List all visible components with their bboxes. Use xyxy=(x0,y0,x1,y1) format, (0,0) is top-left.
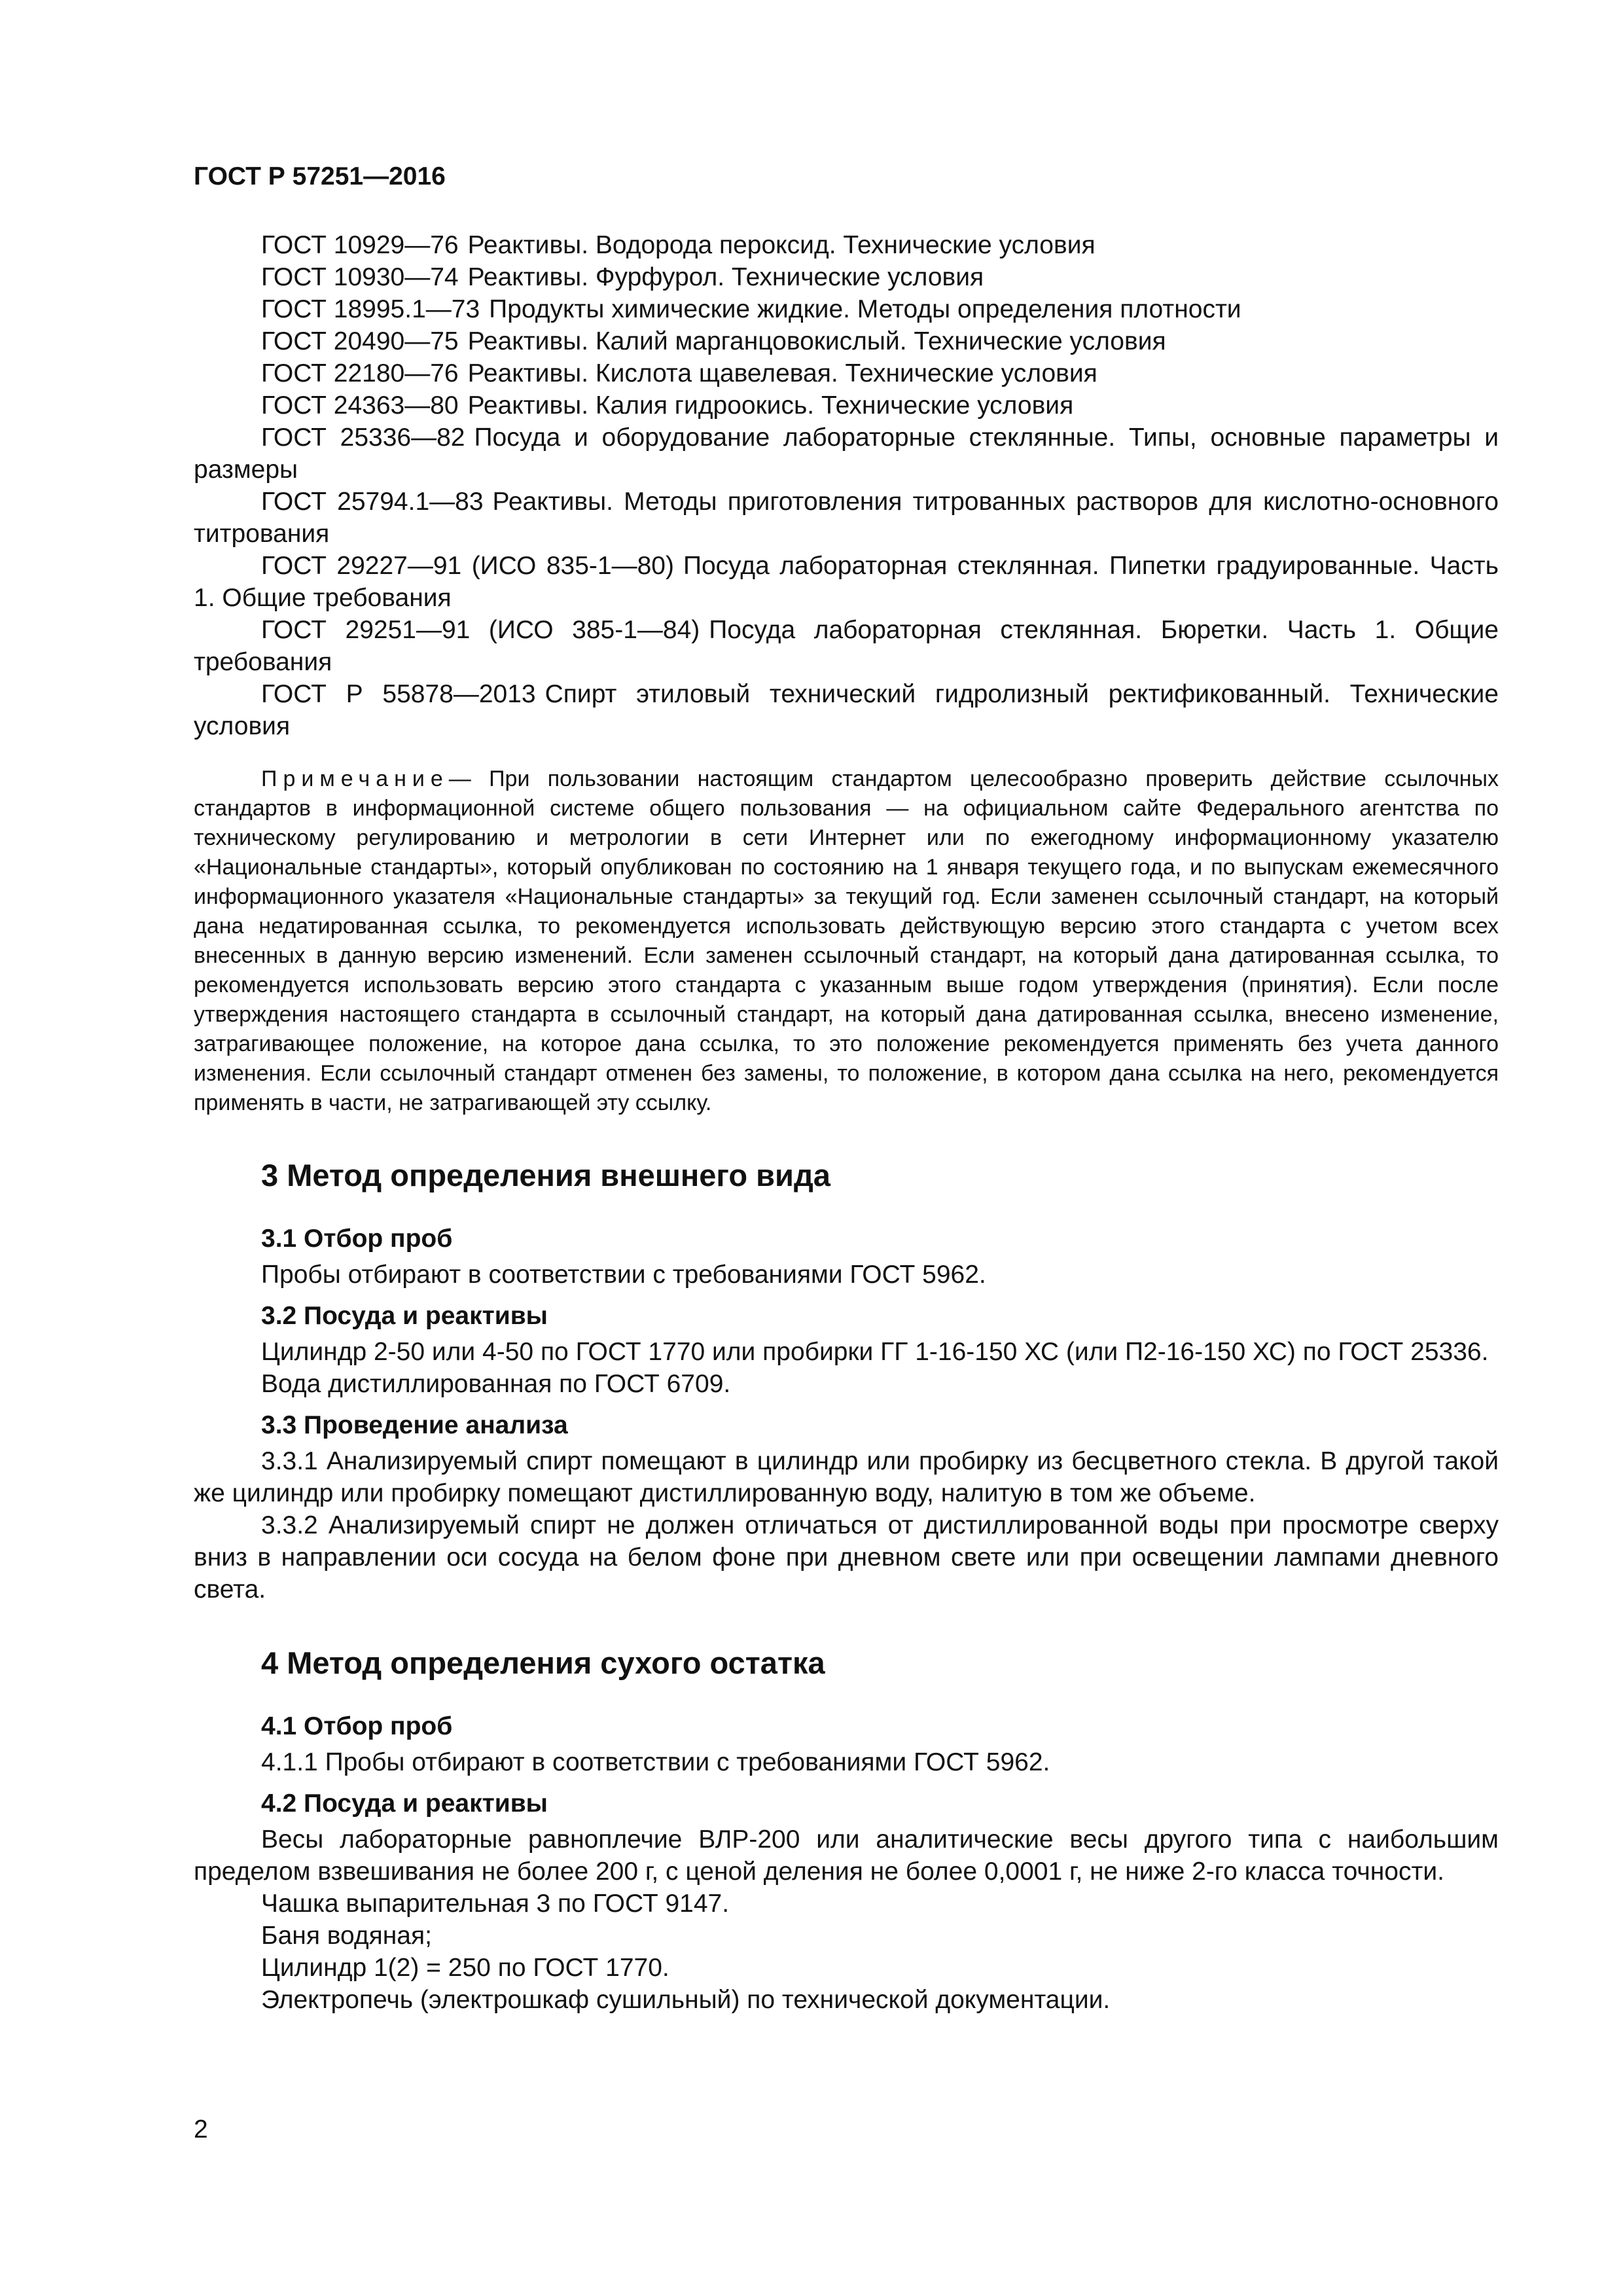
section-3-title: 3 Метод определения внешнего вида xyxy=(261,1158,830,1193)
reference-item xyxy=(194,486,1499,550)
note-paragraph xyxy=(194,764,1499,1118)
section-4-title: 4 Метод определения сухого остатка xyxy=(261,1645,825,1680)
reference-title: Реактивы. Кислота щавелевая. Технические условия xyxy=(467,359,1097,387)
page-number: 2 xyxy=(194,2115,208,2144)
paragraph: 3.3.2 Анализируемый спирт не должен отличаться от дистиллированной воды при просмотре сверху вниз в направлении оси сосуда на белом фоне при дневном свете или при освещении лампами дневного света. xyxy=(194,1511,1499,1604)
paragraph: Цилиндр 2-50 или 4-50 по ГОСТ 1770 или пробирки ГГ 1-16-150 ХС (или П2-16-150 ХС) по ГОСТ 25336. xyxy=(261,1338,1489,1366)
subsection-3-1-title: 3.1 Отбор проб xyxy=(261,1225,453,1253)
reference-item xyxy=(194,678,1499,742)
paragraph: 4.1.1 Пробы отбирают в соответствии с требованиями ГОСТ 5962. xyxy=(261,1748,1050,1776)
paragraph: Весы лабораторные равноплечие ВЛР-200 или аналитические весы другого типа с наибольшим пределом взвешивания не более 200 г, с ценой деления не более 0,0001 г, не ниже 2-го класса точности. xyxy=(194,1825,1499,1886)
reference-code: ГОСТ 10930—74 xyxy=(261,263,459,291)
reference-title: Реактивы. Фурфурол. Технические условия xyxy=(467,263,984,291)
note-text: — При пользовании настоящим стандартом целесообразно проверить действие ссылочных стандартов в информационной системе общего пользования — на официальном сайте Федерального агентства по техническому регулированию и метрологии в сети Интернет или по ежегодному информационному указателю «Национальные стандарты», который опубликован по состоянию на 1 января текущего года, и по выпускам ежемесячного информационного указателя «Национальные стандарты» за текущий год. Если заменен ссылочный стандарт, на который дана недатированная ссылка, то рекомендуется использовать действующую версию этого стандарта с учетом всех внесенных в данную версию изменений. Если заменен ссылочный стандарт, на который дана датированная ссылка, то рекомендуется использовать версию этого стандарта с указанным выше годом утверждения (принятия). Если после утверждения настоящего стандарта в ссылочный стандарт, на который дана датированная ссылка, внесено изменение, затрагивающее положение, на которое дана ссылка, то это положение рекомендуется применять без учета данного изменения. Если ссылочный стандарт отменен без замены, то положение, в котором дана ссылка на него, рекомендуется применять в части, не затрагивающей эту ссылку. xyxy=(194,766,1499,1115)
reference-code: ГОСТ 24363—80 xyxy=(261,391,459,420)
reference-title: Посуда и оборудование лабораторные стеклянные. Типы, основные параметры и размеры xyxy=(194,423,1499,484)
paragraph: Баня водяная; xyxy=(261,1922,432,1950)
paragraph: Вода дистиллированная по ГОСТ 6709. xyxy=(261,1370,731,1398)
note-label: Примечание xyxy=(261,766,449,791)
reference-code: ГОСТ 18995.1—73 xyxy=(261,295,480,323)
reference-title: Спирт этиловый технический гидролизный ректификованный. Технические условия xyxy=(194,680,1499,740)
paragraph: 3.3.1 Анализируемый спирт помещают в цилиндр или пробирку из бесцветного стекла. В другой такой же цилиндр или пробирку помещают дистиллированную воду, налитую в том же объеме. xyxy=(194,1447,1499,1507)
reference-code: ГОСТ Р 55878—2013 xyxy=(261,680,536,708)
reference-title: Посуда лабораторная стеклянная. Пипетки градуированные. Часть 1. Общие требования xyxy=(194,552,1499,612)
reference-item xyxy=(194,229,1499,261)
reference-item xyxy=(194,614,1499,678)
subsection-3-3-title: 3.3 Проведение анализа xyxy=(261,1411,568,1439)
paragraph: Электропечь (электрошкаф сушильный) по технической документации. xyxy=(261,1986,1111,2014)
reference-code: ГОСТ 29227—91 (ИСО 835-1—80) xyxy=(261,552,674,580)
reference-code: ГОСТ 22180—76 xyxy=(261,359,459,387)
reference-code: ГОСТ 29251—91 (ИСО 385-1—84) xyxy=(261,616,700,644)
reference-title: Реактивы. Калий марганцовокислый. Технические условия xyxy=(467,327,1166,355)
reference-title: Продукты химические жидкие. Методы определения плотности xyxy=(489,295,1241,323)
references-list xyxy=(194,229,1499,742)
reference-item xyxy=(194,389,1499,422)
subsection-4-1-title: 4.1 Отбор проб xyxy=(261,1712,453,1740)
reference-item xyxy=(194,550,1499,614)
reference-code: ГОСТ 25336—82 xyxy=(261,423,465,452)
reference-code: ГОСТ 10929—76 xyxy=(261,231,459,259)
reference-item xyxy=(194,325,1499,357)
paragraph: Пробы отбирают в соответствии с требованиями ГОСТ 5962. xyxy=(261,1261,986,1289)
paragraph: Чашка выпарительная 3 по ГОСТ 9147. xyxy=(261,1890,730,1918)
reference-title: Реактивы. Методы приготовления титрованных растворов для кислотно-основного титрования xyxy=(194,488,1499,548)
subsection-4-2-title: 4.2 Посуда и реактивы xyxy=(261,1789,548,1818)
page-content xyxy=(194,229,1499,2016)
reference-title: Реактивы. Калия гидроокись. Технические условия xyxy=(467,391,1074,420)
paragraph: Цилиндр 1(2) = 250 по ГОСТ 1770. xyxy=(261,1954,669,1982)
reference-title: Реактивы. Водорода пероксид. Технические условия xyxy=(467,231,1096,259)
reference-title: Посуда лабораторная стеклянная. Бюретки. Часть 1. Общие требования xyxy=(194,616,1499,676)
reference-item xyxy=(194,261,1499,293)
reference-item xyxy=(194,293,1499,325)
reference-item xyxy=(194,422,1499,486)
document-header: ГОСТ Р 57251—2016 xyxy=(194,162,446,190)
reference-item xyxy=(194,357,1499,389)
reference-code: ГОСТ 20490—75 xyxy=(261,327,459,355)
reference-code: ГОСТ 25794.1—83 xyxy=(261,488,484,516)
subsection-3-2-title: 3.2 Посуда и реактивы xyxy=(261,1302,548,1330)
